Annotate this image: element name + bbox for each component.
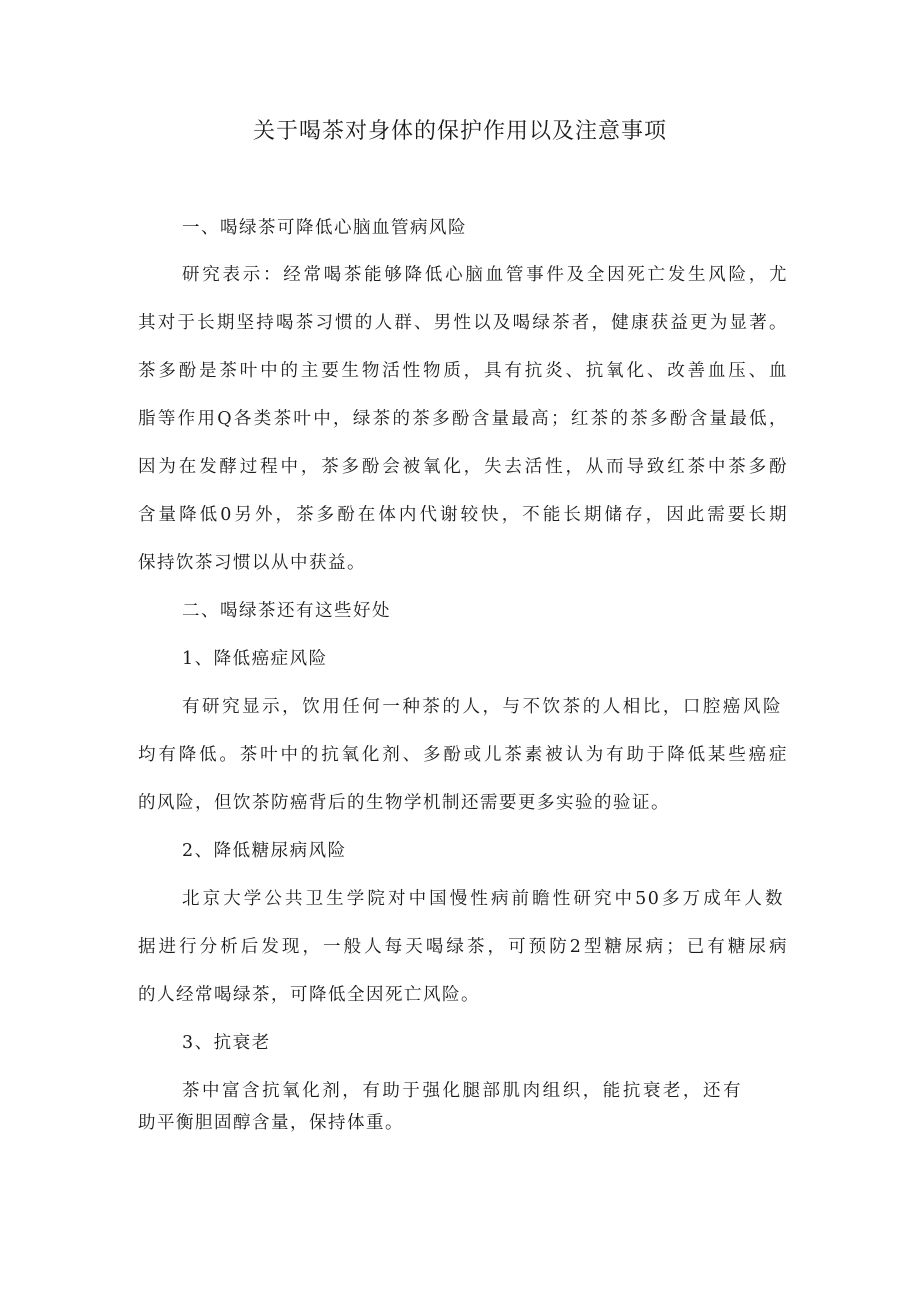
paragraph-line: 均有降低。茶叶中的抗氧化剂、多酚或儿茶素被认为有助于降低某些癌症: [138, 745, 788, 765]
paragraph-line: 助平衡胆固醇含量，保持体重。: [138, 1113, 404, 1133]
paragraph-line: 脂等作用Q各类茶叶中，绿茶的茶多酚含量最高；红茶的茶多酚含量最低，: [138, 409, 788, 429]
document-title: 关于喝茶对身体的保护作用以及注意事项: [252, 119, 667, 144]
paragraph-line: 茶多酚是茶叶中的主要生物活性物质，具有抗炎、抗氧化、改善血压、血: [138, 361, 788, 381]
paragraph-line: 据进行分析后发现，一般人每天喝绿茶，可预防2型糖尿病；已有糖尿病: [138, 937, 788, 957]
subheading-2: 2、降低糖尿病风险: [182, 841, 347, 861]
paragraph-line: 有研究显示，饮用任何一种茶的人，与不饮茶的人相比，口腔癌风险: [182, 697, 782, 717]
subheading-1: 1、降低癌症风险: [182, 649, 328, 669]
section-heading-1: 一、喝绿茶可降低心脑血管病风险: [182, 218, 467, 238]
paragraph-line: 的风险，但饮茶防癌背后的生物学机制还需要更多实验的验证。: [138, 793, 670, 813]
paragraph-line: 含量降低0另外，茶多酚在体内代谢较快，不能长期储存，因此需要长期: [138, 505, 788, 525]
paragraph-line: 的人经常喝绿茶，可降低全因死亡风险。: [138, 985, 480, 1005]
subheading-3: 3、抗衰老: [182, 1033, 271, 1053]
section-heading-2: 二、喝绿茶还有这些好处: [182, 601, 391, 621]
paragraph-line: 保持饮茶习惯以从中获益。: [138, 553, 366, 573]
paragraph-line: 因为在发酵过程中，茶多酚会被氧化，失去活性，从而导致红茶中茶多酚: [138, 457, 788, 477]
paragraph-line: 其对于长期坚持喝茶习惯的人群、男性以及喝绿茶者，健康获益更为显著。: [138, 313, 788, 333]
paragraph-line: 北京大学公共卫生学院对中国慢性病前瞻性研究中50多万成年人数: [182, 889, 784, 909]
paragraph-line: 茶中富含抗氧化剂，有助于强化腿部肌肉组织，能抗衰老，还有: [182, 1081, 742, 1101]
paragraph-line: 研究表示：经常喝茶能够降低心脑血管事件及全因死亡发生风险，尤: [182, 265, 788, 285]
